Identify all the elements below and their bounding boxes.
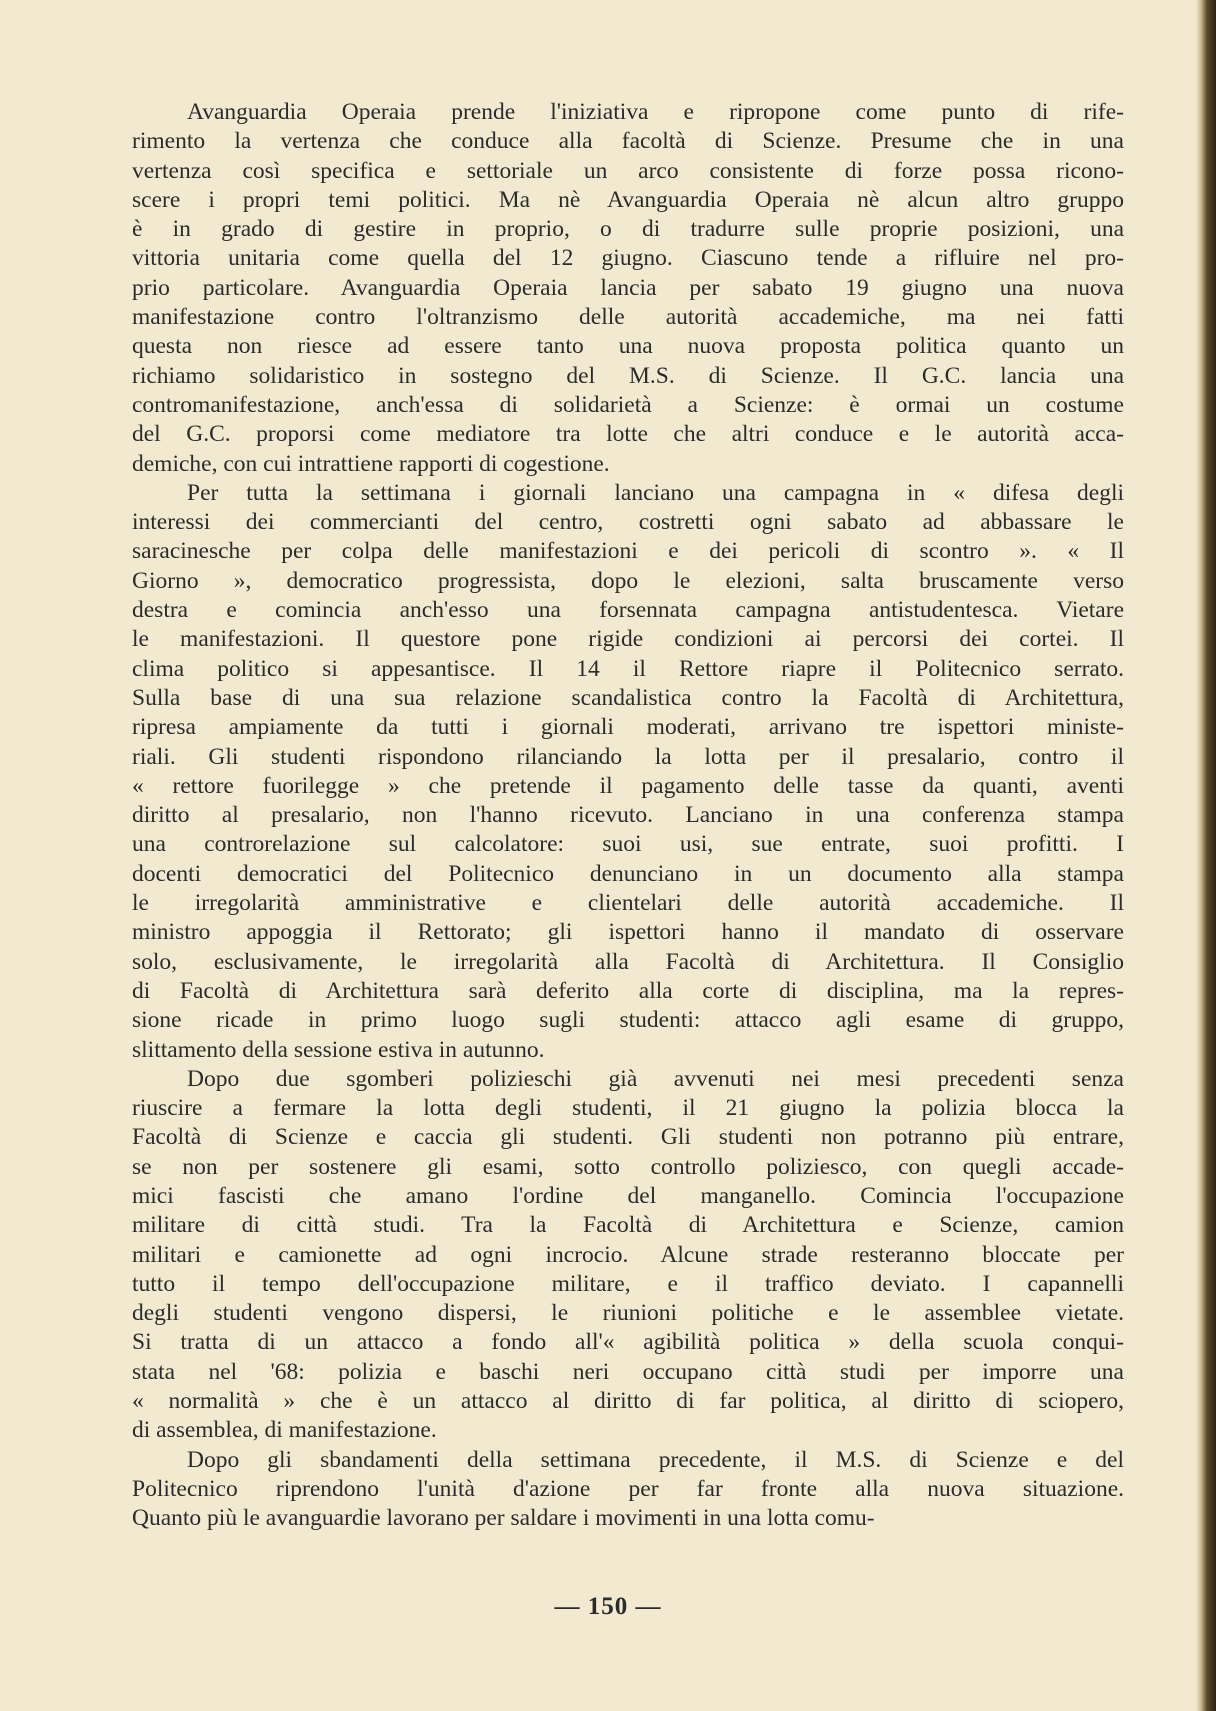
text-line: vittoria unitaria come quella del 12 giugno. Ciascuno tende a rifluire nel pro- [132, 245, 1124, 272]
body-text [132, 98, 1124, 1534]
page-number: — 150 — [554, 1593, 662, 1620]
text-line: vertenza così specifica e settoriale un arco consistente di forze possa ricono- [132, 157, 1124, 184]
text-line: degli studenti vengono dispersi, le riunioni politiche e le assemblee vietate. [132, 1300, 1124, 1327]
text-line: Quanto più le avanguardie lavorano per saldare i movimenti in una lotta comu- [132, 1505, 875, 1532]
text-line: destra e comincia anch'esso una forsennata campagna antistudentesca. Vietare [132, 597, 1124, 624]
text-line: le manifestazioni. Il questore pone rigide condizioni ai percorsi dei cortei. Il [132, 626, 1124, 653]
text-line: ripresa ampiamente da tutti i giornali moderati, arrivano tre ispettori ministe- [132, 714, 1124, 741]
text-line: è in grado di gestire in proprio, o di tradurre sulle proprie posizioni, una [132, 216, 1124, 243]
text-line: Dopo gli sbandamenti della settimana precedente, il M.S. di Scienze e del [187, 1446, 1124, 1473]
text-line: scere i propri temi politici. Ma nè Avanguardia Operaia nè alcun altro gruppo [132, 186, 1124, 213]
text-line: contromanifestazione, anch'essa di solidarietà a Scienze: è ormai un costume [132, 391, 1124, 418]
text-line: clima politico si appesantisce. Il 14 il Rettore riapre il Politecnico serrato. [132, 655, 1124, 682]
text-line: riuscire a fermare la lotta degli studenti, il 21 giugno la polizia blocca la [132, 1095, 1124, 1122]
text-line: militari e camionette ad ogni incrocio. Alcune strade resteranno bloccate per [132, 1241, 1124, 1268]
text-line: stata nel '68: polizia e baschi neri occupano città studi per imporre una [132, 1358, 1124, 1385]
text-line: Politecnico riprendono l'unità d'azione per far fronte alla nuova situazione. [132, 1475, 1124, 1502]
text-line: le irregolarità amministrative e clientelari delle autorità accademiche. Il [132, 890, 1124, 917]
text-line: Giorno », democratico progressista, dopo le elezioni, salta bruscamente verso [132, 567, 1124, 594]
text-line: Si tratta di un attacco a fondo all'« agibilità politica » della scuola conqui- [132, 1329, 1124, 1356]
paragraph [132, 1065, 1124, 1446]
text-line: Dopo due sgomberi polizieschi già avvenuti nei mesi precedenti senza [187, 1065, 1124, 1092]
text-line: una controrelazione sul calcolatore: suoi usi, sue entrate, suoi profitti. I [132, 831, 1124, 858]
text-line: di Facoltà di Architettura sarà deferito alla corte di disciplina, ma la repres- [132, 977, 1124, 1004]
text-line: « normalità » che è un attacco al diritto di far politica, al diritto di sciopero, [132, 1388, 1124, 1415]
text-line: riali. Gli studenti rispondono rilanciando la lotta per il presalario, contro il [132, 743, 1124, 770]
text-line: richiamo solidaristico in sostegno del M.S. di Scienze. Il G.C. lancia una [132, 362, 1124, 389]
text-line: militare di città studi. Tra la Facoltà di Architettura e Scienze, camion [132, 1212, 1124, 1239]
paragraph [132, 98, 1124, 479]
text-line: Per tutta la settimana i giornali lanciano una campagna in « difesa degli [187, 479, 1124, 506]
text-line: saracinesche per colpa delle manifestazioni e dei pericoli di scontro ». « Il [132, 538, 1124, 565]
text-line: se non per sostenere gli esami, sotto controllo poliziesco, con quegli accade- [132, 1153, 1124, 1180]
text-line: Avanguardia Operaia prende l'iniziativa e ripropone come punto di rife- [187, 99, 1124, 125]
text-line: slittamento della sessione estiva in autunno. [132, 1036, 545, 1063]
paragraph [132, 1446, 1124, 1534]
text-line: solo, esclusivamente, le irregolarità alla Facoltà di Architettura. Il Consiglio [132, 948, 1124, 975]
text-line: ministro appoggia il Rettorato; gli ispettori hanno il mandato di osservare [132, 919, 1124, 946]
text-line: « rettore fuorilegge » che pretende il pagamento delle tasse da quanti, aventi [132, 772, 1124, 799]
text-line: di assemblea, di manifestazione. [132, 1417, 437, 1444]
text-line: del G.C. proporsi come mediatore tra lotte che altri conduce e le autorità acca- [132, 421, 1124, 448]
text-line: interessi dei commercianti del centro, costretti ogni sabato ad abbassare le [132, 509, 1124, 536]
text-line: sione ricade in primo luogo sugli studenti: attacco agli esame di gruppo, [132, 1007, 1124, 1034]
text-line: Sulla base di una sua relazione scandalistica contro la Facoltà di Architettura, [132, 684, 1124, 711]
text-line: Facoltà di Scienze e caccia gli studenti. Gli studenti non potranno più entrare, [132, 1124, 1124, 1151]
text-line: docenti democratici del Politecnico denunciano in un documento alla stampa [132, 860, 1124, 887]
text-line: mici fascisti che amano l'ordine del manganello. Comincia l'occupazione [132, 1182, 1124, 1209]
text-line: questa non riesce ad essere tanto una nuova proposta politica quanto un [132, 333, 1124, 360]
page-binding-edge [1196, 0, 1216, 1711]
text-line: tutto il tempo dell'occupazione militare, e il traffico deviato. I capannelli [132, 1270, 1124, 1297]
text-line: prio particolare. Avanguardia Operaia lancia per sabato 19 giugno una nuova [132, 274, 1124, 301]
text-line: diritto al presalario, non l'hanno ricevuto. Lanciano in una conferenza stampa [132, 802, 1124, 829]
text-line: manifestazione contro l'oltranzismo delle autorità accademiche, ma nei fatti [132, 304, 1124, 331]
text-line: rimento la vertenza che conduce alla facoltà di Scienze. Presume che in una [132, 128, 1124, 155]
paragraph [132, 479, 1124, 1065]
text-line: demiche, con cui intrattiene rapporti di cogestione. [132, 450, 610, 477]
